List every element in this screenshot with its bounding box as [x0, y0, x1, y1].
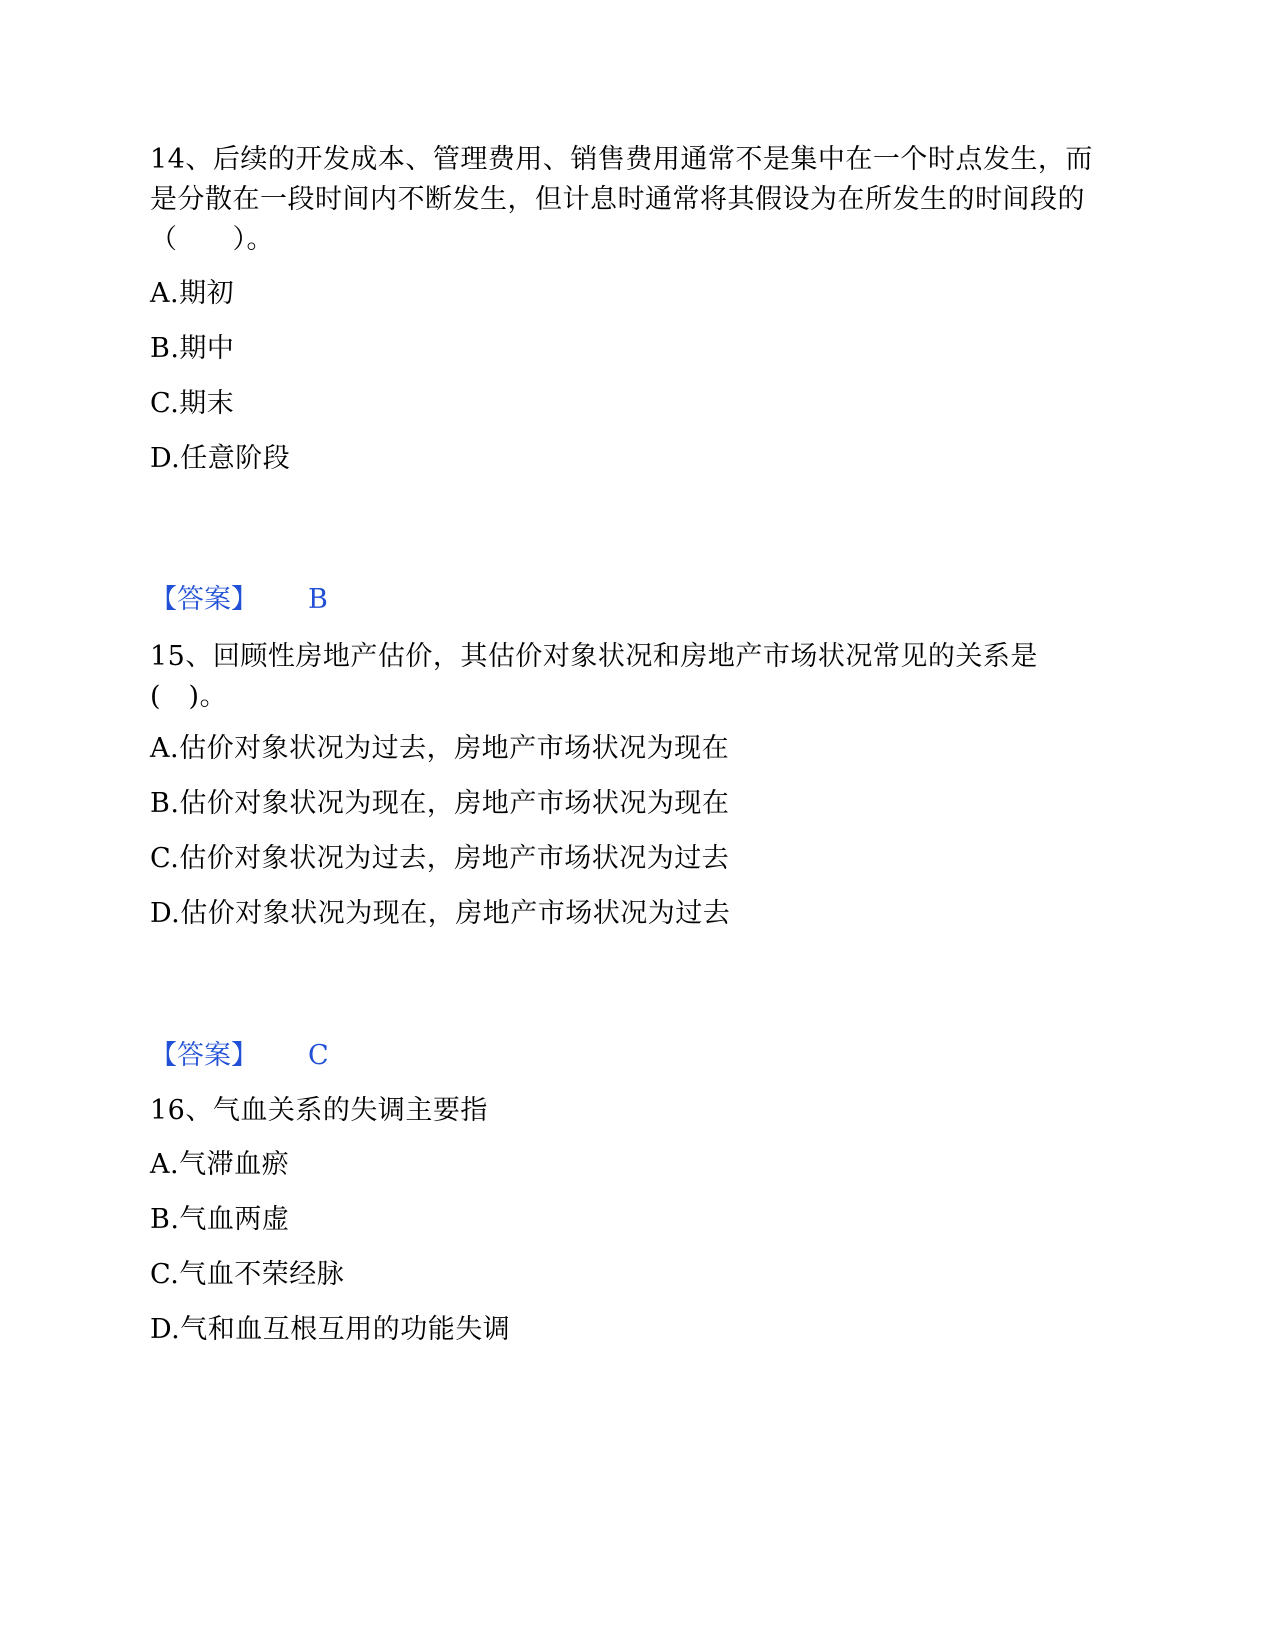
option-a: A.期初 — [150, 278, 235, 309]
answer-label: 【答案】 — [150, 1040, 258, 1071]
answer-15 — [150, 1036, 329, 1076]
answer-label: 【答案】 — [150, 584, 258, 615]
question-15 — [150, 637, 1110, 717]
question-stem: 14、后续的开发成本、管理费用、销售费用通常不是集中在一个时点发生，而是分散在一段时间内不断发生，但计息时通常将其假设为在所发生的时间段的（ ）。 — [150, 144, 1093, 255]
option-c: C.估价对象状况为过去，房地产市场状况为过去 — [150, 843, 730, 874]
answer-14 — [150, 580, 328, 620]
option-c: C.气血不荣经脉 — [150, 1259, 345, 1290]
question-16-options — [150, 1145, 1110, 1350]
option-a: A.气滞血瘀 — [150, 1149, 290, 1180]
question-16 — [150, 1091, 1110, 1131]
question-14-options — [150, 274, 1110, 479]
option-b: B.气血两虚 — [150, 1204, 290, 1235]
answer-value: B — [308, 584, 328, 615]
option-d: D.估价对象状况为现在，房地产市场状况为过去 — [150, 898, 731, 929]
question-stem: 15、回顾性房地产估价，其估价对象状况和房地产市场状况常见的关系是( )。 — [150, 641, 1038, 712]
option-a: A.估价对象状况为过去，房地产市场状况为现在 — [150, 733, 730, 764]
option-d: D.气和血互根互用的功能失调 — [150, 1314, 511, 1345]
option-c: C.期末 — [150, 388, 235, 419]
question-stem: 16、气血关系的失调主要指 — [150, 1095, 488, 1126]
question-15-options — [150, 729, 1110, 934]
option-d: D.任意阶段 — [150, 443, 291, 474]
question-14 — [150, 140, 1110, 260]
answer-value: C — [308, 1040, 329, 1071]
option-b: B.期中 — [150, 333, 235, 364]
option-b: B.估价对象状况为现在，房地产市场状况为现在 — [150, 788, 730, 819]
